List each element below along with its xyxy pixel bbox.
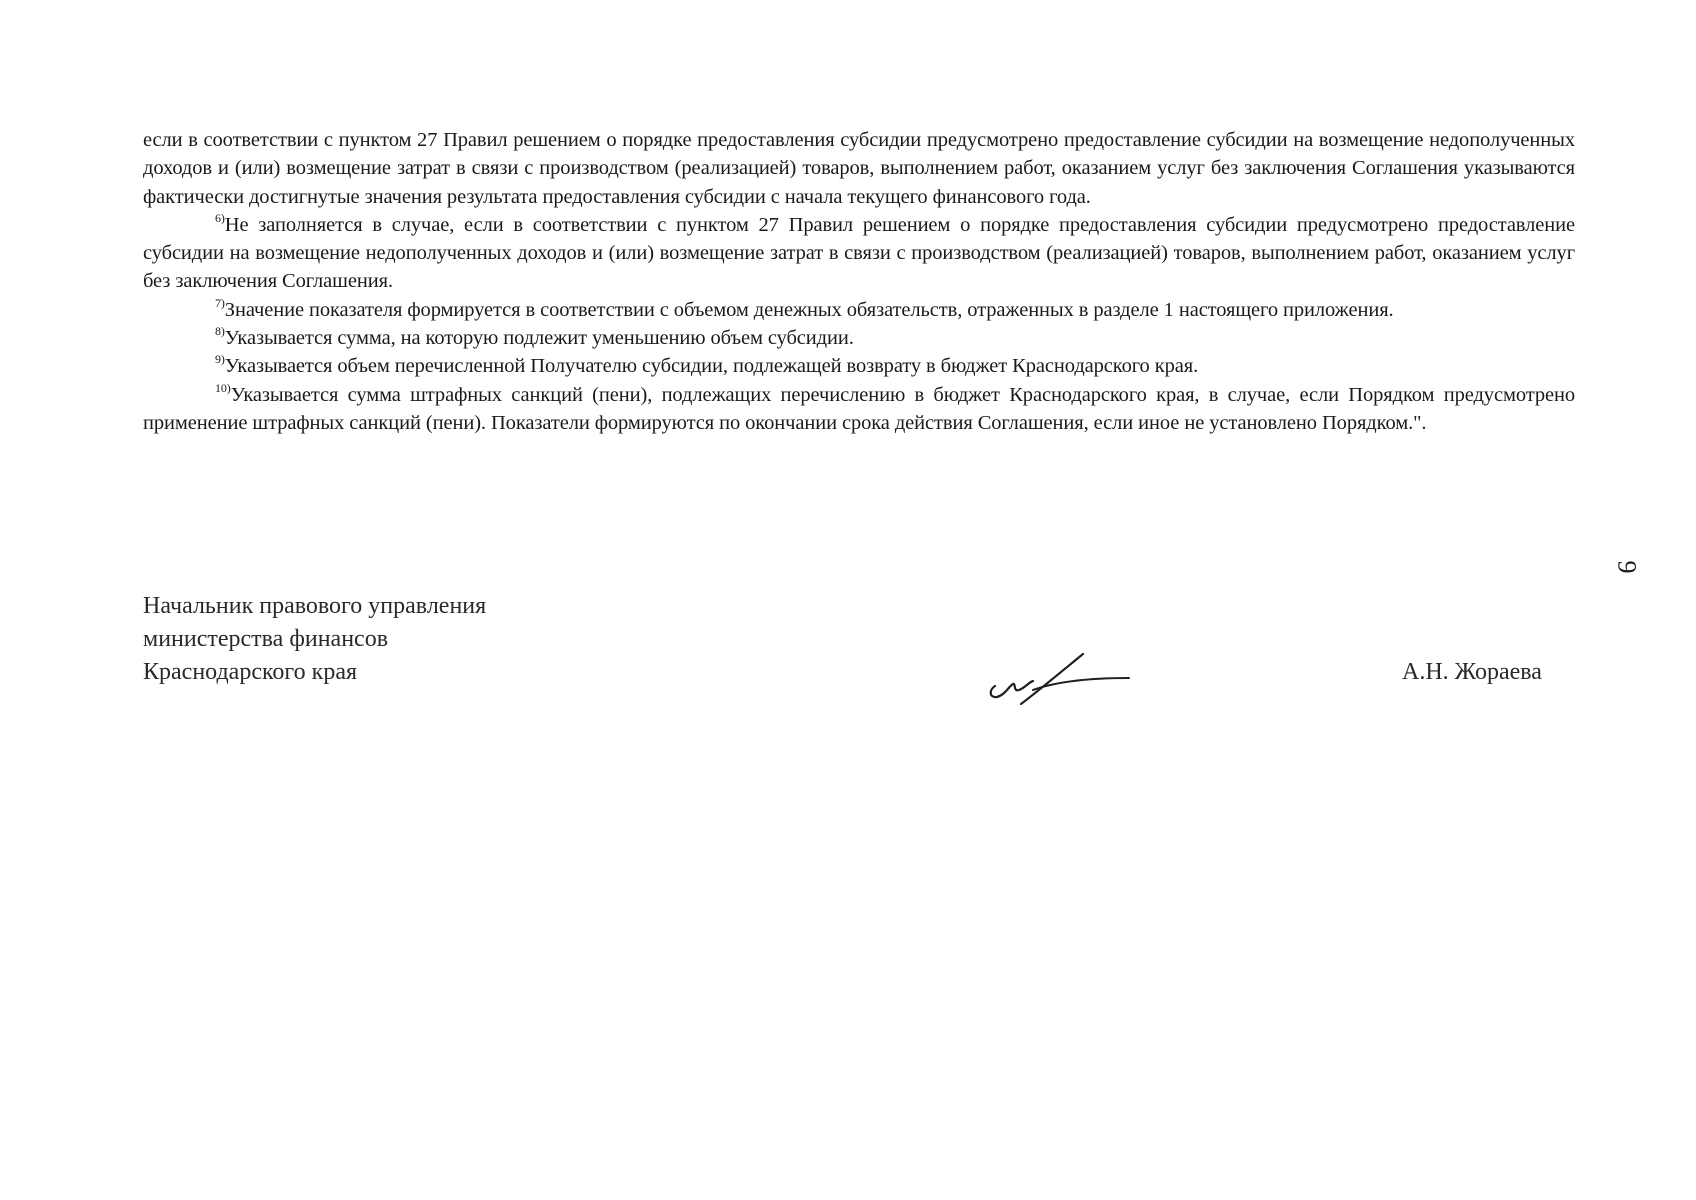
footnotes-section bbox=[143, 126, 1575, 437]
footnote-text: Не заполняется в случае, если в соответствии с пунктом 27 Правил решением о порядке предоставления субсидии предусмотрено предоставление субсидии на возмещение недополученных доходов и (или) возмещение затрат в связи с производством (реализацией) товаров, выполнением работ, оказанием услуг без заключения Соглашения. bbox=[143, 213, 1575, 293]
footnote-marker: 10) bbox=[215, 380, 231, 395]
page-number: 9 bbox=[1612, 560, 1642, 574]
footnote-marker: 9) bbox=[215, 352, 225, 367]
handwritten-signature bbox=[985, 648, 1135, 710]
footnote-text: Указывается объем перечисленной Получателю субсидии, подлежащей возврату в бюджет Краснодарского края. bbox=[224, 355, 1199, 378]
footnote-9 bbox=[143, 352, 1575, 380]
signatory-position-line: министерства финансов bbox=[143, 626, 389, 652]
footnote-8 bbox=[143, 324, 1575, 352]
signature-stroke bbox=[1021, 654, 1083, 704]
signatory-name: А.Н. Жораева bbox=[1402, 659, 1542, 685]
signatory-position-line: Начальник правового управления bbox=[143, 593, 487, 619]
footnote-continuation: если в соответствии с пунктом 27 Правил решением о порядке предоставления субсидии предусмотрено предоставление субсидии на возмещение недополученных доходов и (или) возмещение затрат в связи с производством (реализацией) товаров, выполнением работ, оказанием услуг без заключения Соглашения указываются фактически достигнутые значения результата предоставления субсидии с начала текущего финансового года. bbox=[143, 129, 1575, 208]
signatory-position bbox=[143, 590, 486, 689]
footnote-marker: 8) bbox=[215, 324, 225, 339]
footnote-10 bbox=[143, 381, 1575, 438]
footnote-text: Указывается сумма, на которую подлежит уменьшению объем субсидии. bbox=[224, 327, 854, 350]
footnote-marker: 7) bbox=[215, 295, 225, 310]
footnote-text: Указывается сумма штрафных санкций (пени), подлежащих перечислению в бюджет Краснодарского края, в случае, если Порядком предусмотрено применение штрафных санкций (пени). Показатели формируются по окончании срока действия Соглашения, если иное не установлено Порядком.". bbox=[143, 383, 1575, 434]
footnote-6 bbox=[143, 211, 1575, 296]
footnote-marker: 6) bbox=[215, 210, 225, 225]
signature-stroke bbox=[991, 681, 1033, 697]
footnote-7 bbox=[143, 296, 1575, 324]
signatory-position-line: Краснодарского края bbox=[143, 659, 358, 685]
footnote-text: Значение показателя формируется в соответствии с объемом денежных обязательств, отраженных в разделе 1 настоящего приложения. bbox=[224, 298, 1394, 321]
